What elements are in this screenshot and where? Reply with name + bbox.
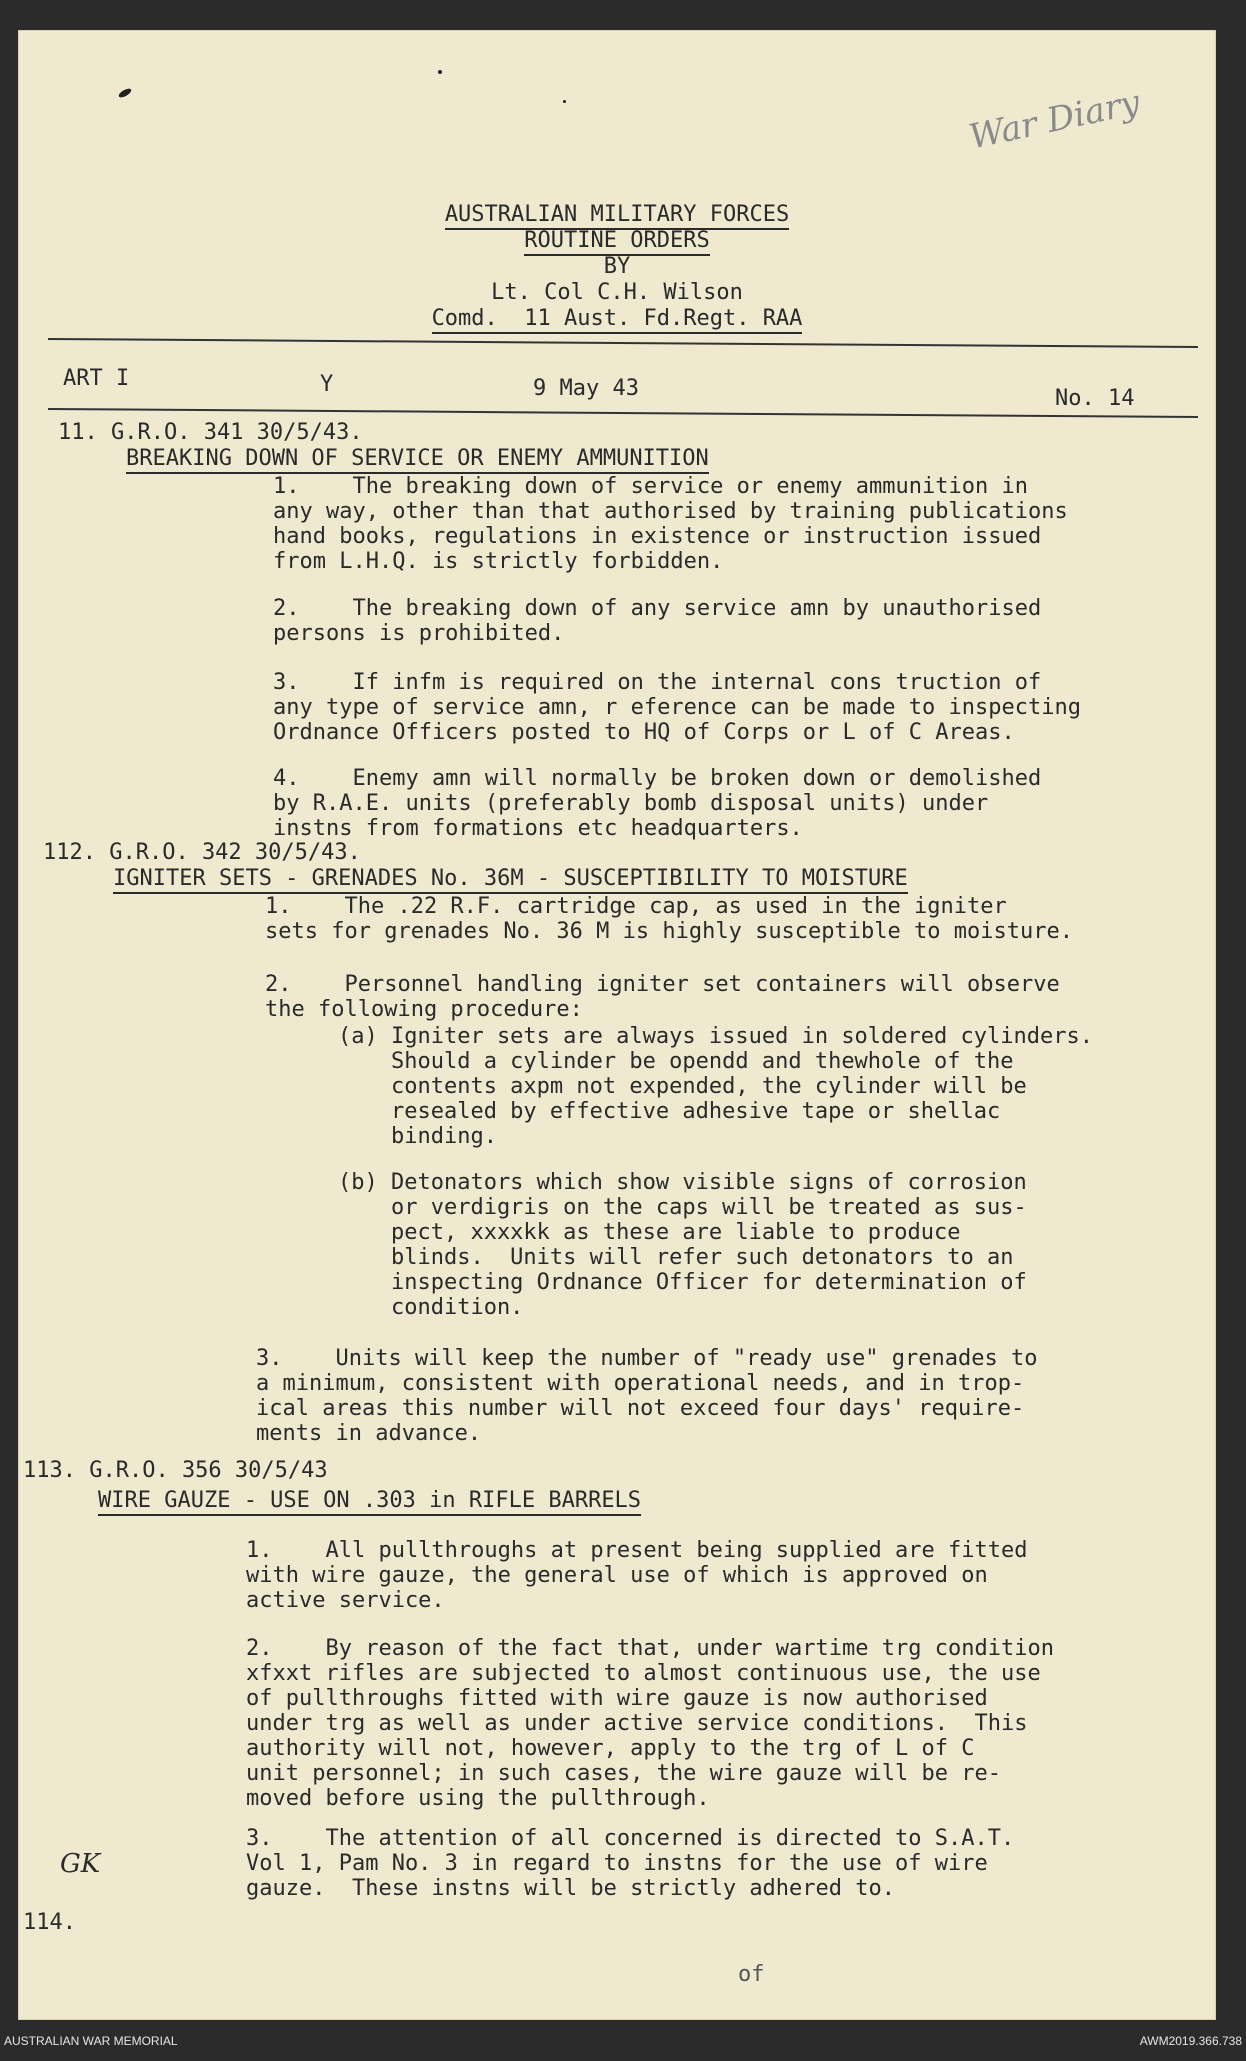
section-3-para-1: 1. All pullthroughs at present being supplied are fitted with wire gauze, the general use of which is approved on active service. <box>246 1538 1028 1613</box>
part-label: ART I <box>63 366 130 391</box>
section-2-para-2b: (b) Detonators which show visible signs of corrosion or verdigris on the caps will be treated as sus- pect, xxxxkk as these are liable to produce blinds. Units will refer such detonators to an inspecting Ordnance Officer for determination of condition. <box>338 1170 1027 1320</box>
section-2-para-2: 2. Personnel handling igniter set containers will observe the following procedure: <box>265 972 1060 1022</box>
section-1-para-3: 3. If infm is required on the internal cons truction of any type of service amn, r eference can be made to inspecting Ordnance Officers posted to HQ of Corps or L of C Areas. <box>273 670 1081 745</box>
archive-footer <box>0 2020 1246 2061</box>
ink-speck <box>438 70 442 74</box>
section-2-para-2a: (a) Igniter sets are always issued in soldered cylinders. Should a cylinder be opendd and thewhole of the contents axpm not expended, the cylinder will be resealed by effective adhesive tape or shellac binding. <box>338 1024 1093 1149</box>
section-2-para-3: 3. Units will keep the number of "ready use" grenades to a minimum, consistent with operational needs, and in trop- ical areas this number will not exceed four days' require- ments in advance. <box>256 1346 1038 1446</box>
document-page <box>18 30 1216 2020</box>
section-1-para-2: 2. The breaking down of any service amn by unauthorised persons is prohibited. <box>273 596 1042 646</box>
header-title: AUSTRALIAN MILITARY FORCES <box>18 202 1216 227</box>
next-section-number: 114. <box>23 1910 76 1935</box>
archive-reference: AWM2019.366.738 <box>1139 2034 1242 2048</box>
section-3-ref: 113. G.R.O. 356 30/5/43 <box>23 1458 328 1483</box>
section-3-title: WIRE GAUZE - USE ON .303 in RIFLE BARRELS <box>98 1488 641 1513</box>
meta-rule <box>48 408 1198 418</box>
archive-name: AUSTRALIAN WAR MEMORIAL <box>4 2034 178 2048</box>
ink-speck <box>563 100 566 103</box>
section-1-ref: 11. G.R.O. 341 30/5/43. <box>58 420 363 445</box>
handwritten-initials: GK <box>60 1849 101 1879</box>
header-subtitle: ROUTINE ORDERS <box>18 228 1216 253</box>
section-1-title: BREAKING DOWN OF SERVICE OR ENEMY AMMUNITION <box>126 446 709 471</box>
section-2-para-1: 1. The .22 R.F. cartridge cap, as used in the igniter sets for grenades No. 36 M is highly susceptible to moisture. <box>265 894 1073 944</box>
header-rule <box>48 338 1198 348</box>
handwritten-signature: War Diary <box>965 82 1144 158</box>
section-2-title: IGNITER SETS - GRENADES No. 36M - SUSCEPTIBILITY TO MOISTURE <box>113 866 908 891</box>
header-unit: Comd. 11 Aust. Fd.Regt. RAA <box>18 306 1216 331</box>
section-1-para-1: 1. The breaking down of service or enemy ammunition in any way, other than that authorised by training publications hand books, regulations in existence or instruction issued from L.H.Q. is strictly forbidden. <box>273 474 1068 574</box>
order-date: 9 May 43 <box>533 376 639 401</box>
header-by: BY <box>603 254 631 279</box>
section-2-ref: 112. G.R.O. 342 30/5/43. <box>43 840 361 865</box>
ink-speck <box>117 87 132 99</box>
page-mark: of <box>738 1962 765 1987</box>
section-1-para-4: 4. Enemy amn will normally be broken down or demolished by R.A.E. units (preferably bomb disposal units) under instns from formations etc headquarters. <box>273 766 1042 841</box>
section-3-para-3: 3. The attention of all concerned is directed to S.A.T. Vol 1, Pam No. 3 in regard to instns for the use of wire gauze. These instns will be strictly adhered to. <box>246 1826 1015 1901</box>
header-commander: Lt. Col C.H. Wilson <box>491 280 743 305</box>
part-y: Y <box>320 372 334 397</box>
order-number: No. 14 <box>1055 386 1135 411</box>
section-3-para-2: 2. By reason of the fact that, under wartime trg condition xfxxt rifles are subjected to almost continuous use, the use of pullthroughs fitted with wire gauze is now authorised under trg as well as under active service conditions. This authority will not, however, apply to the trg of L of C unit personnel; in such cases, the wire gauze will be re- moved before using the pullthrough. <box>246 1636 1054 1811</box>
